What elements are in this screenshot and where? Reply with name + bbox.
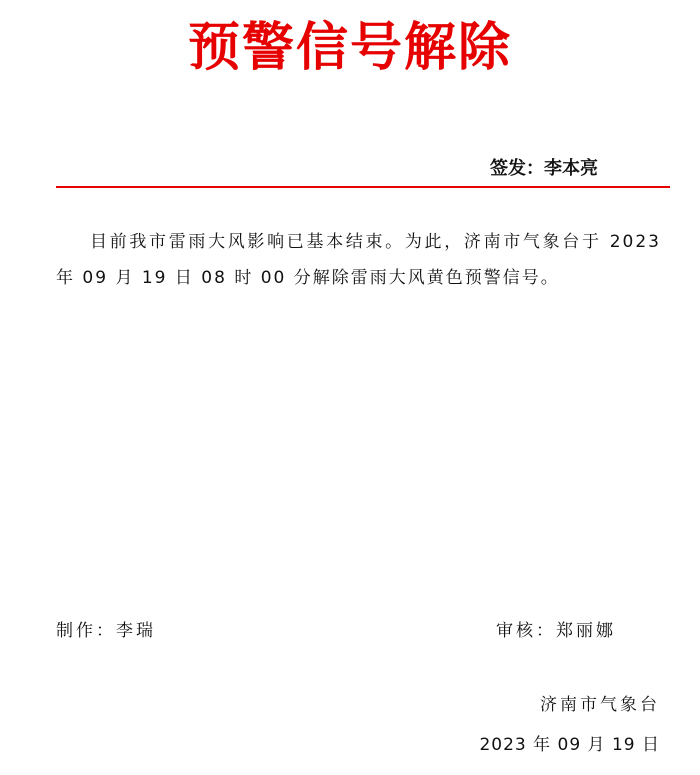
maker-line: 制作：李瑞 [56,621,156,641]
organization-signature: 济南市气象台 [540,695,660,715]
red-divider [56,186,670,188]
issue-date: 2023 年 09 月 19 日 [479,735,660,755]
document-title: 预警信号解除 [187,18,512,78]
reviewer-line: 审核：郑丽娜 [496,621,616,641]
body-paragraph: 目前我市雷雨大风影响已基本结束。为此，济南市气象台于 2023 年 09 月 19 日 08 时 00 分解除雷雨大风黄色预警信号。 [56,232,661,288]
issuer-line: 签发：李本亮 [490,158,598,179]
